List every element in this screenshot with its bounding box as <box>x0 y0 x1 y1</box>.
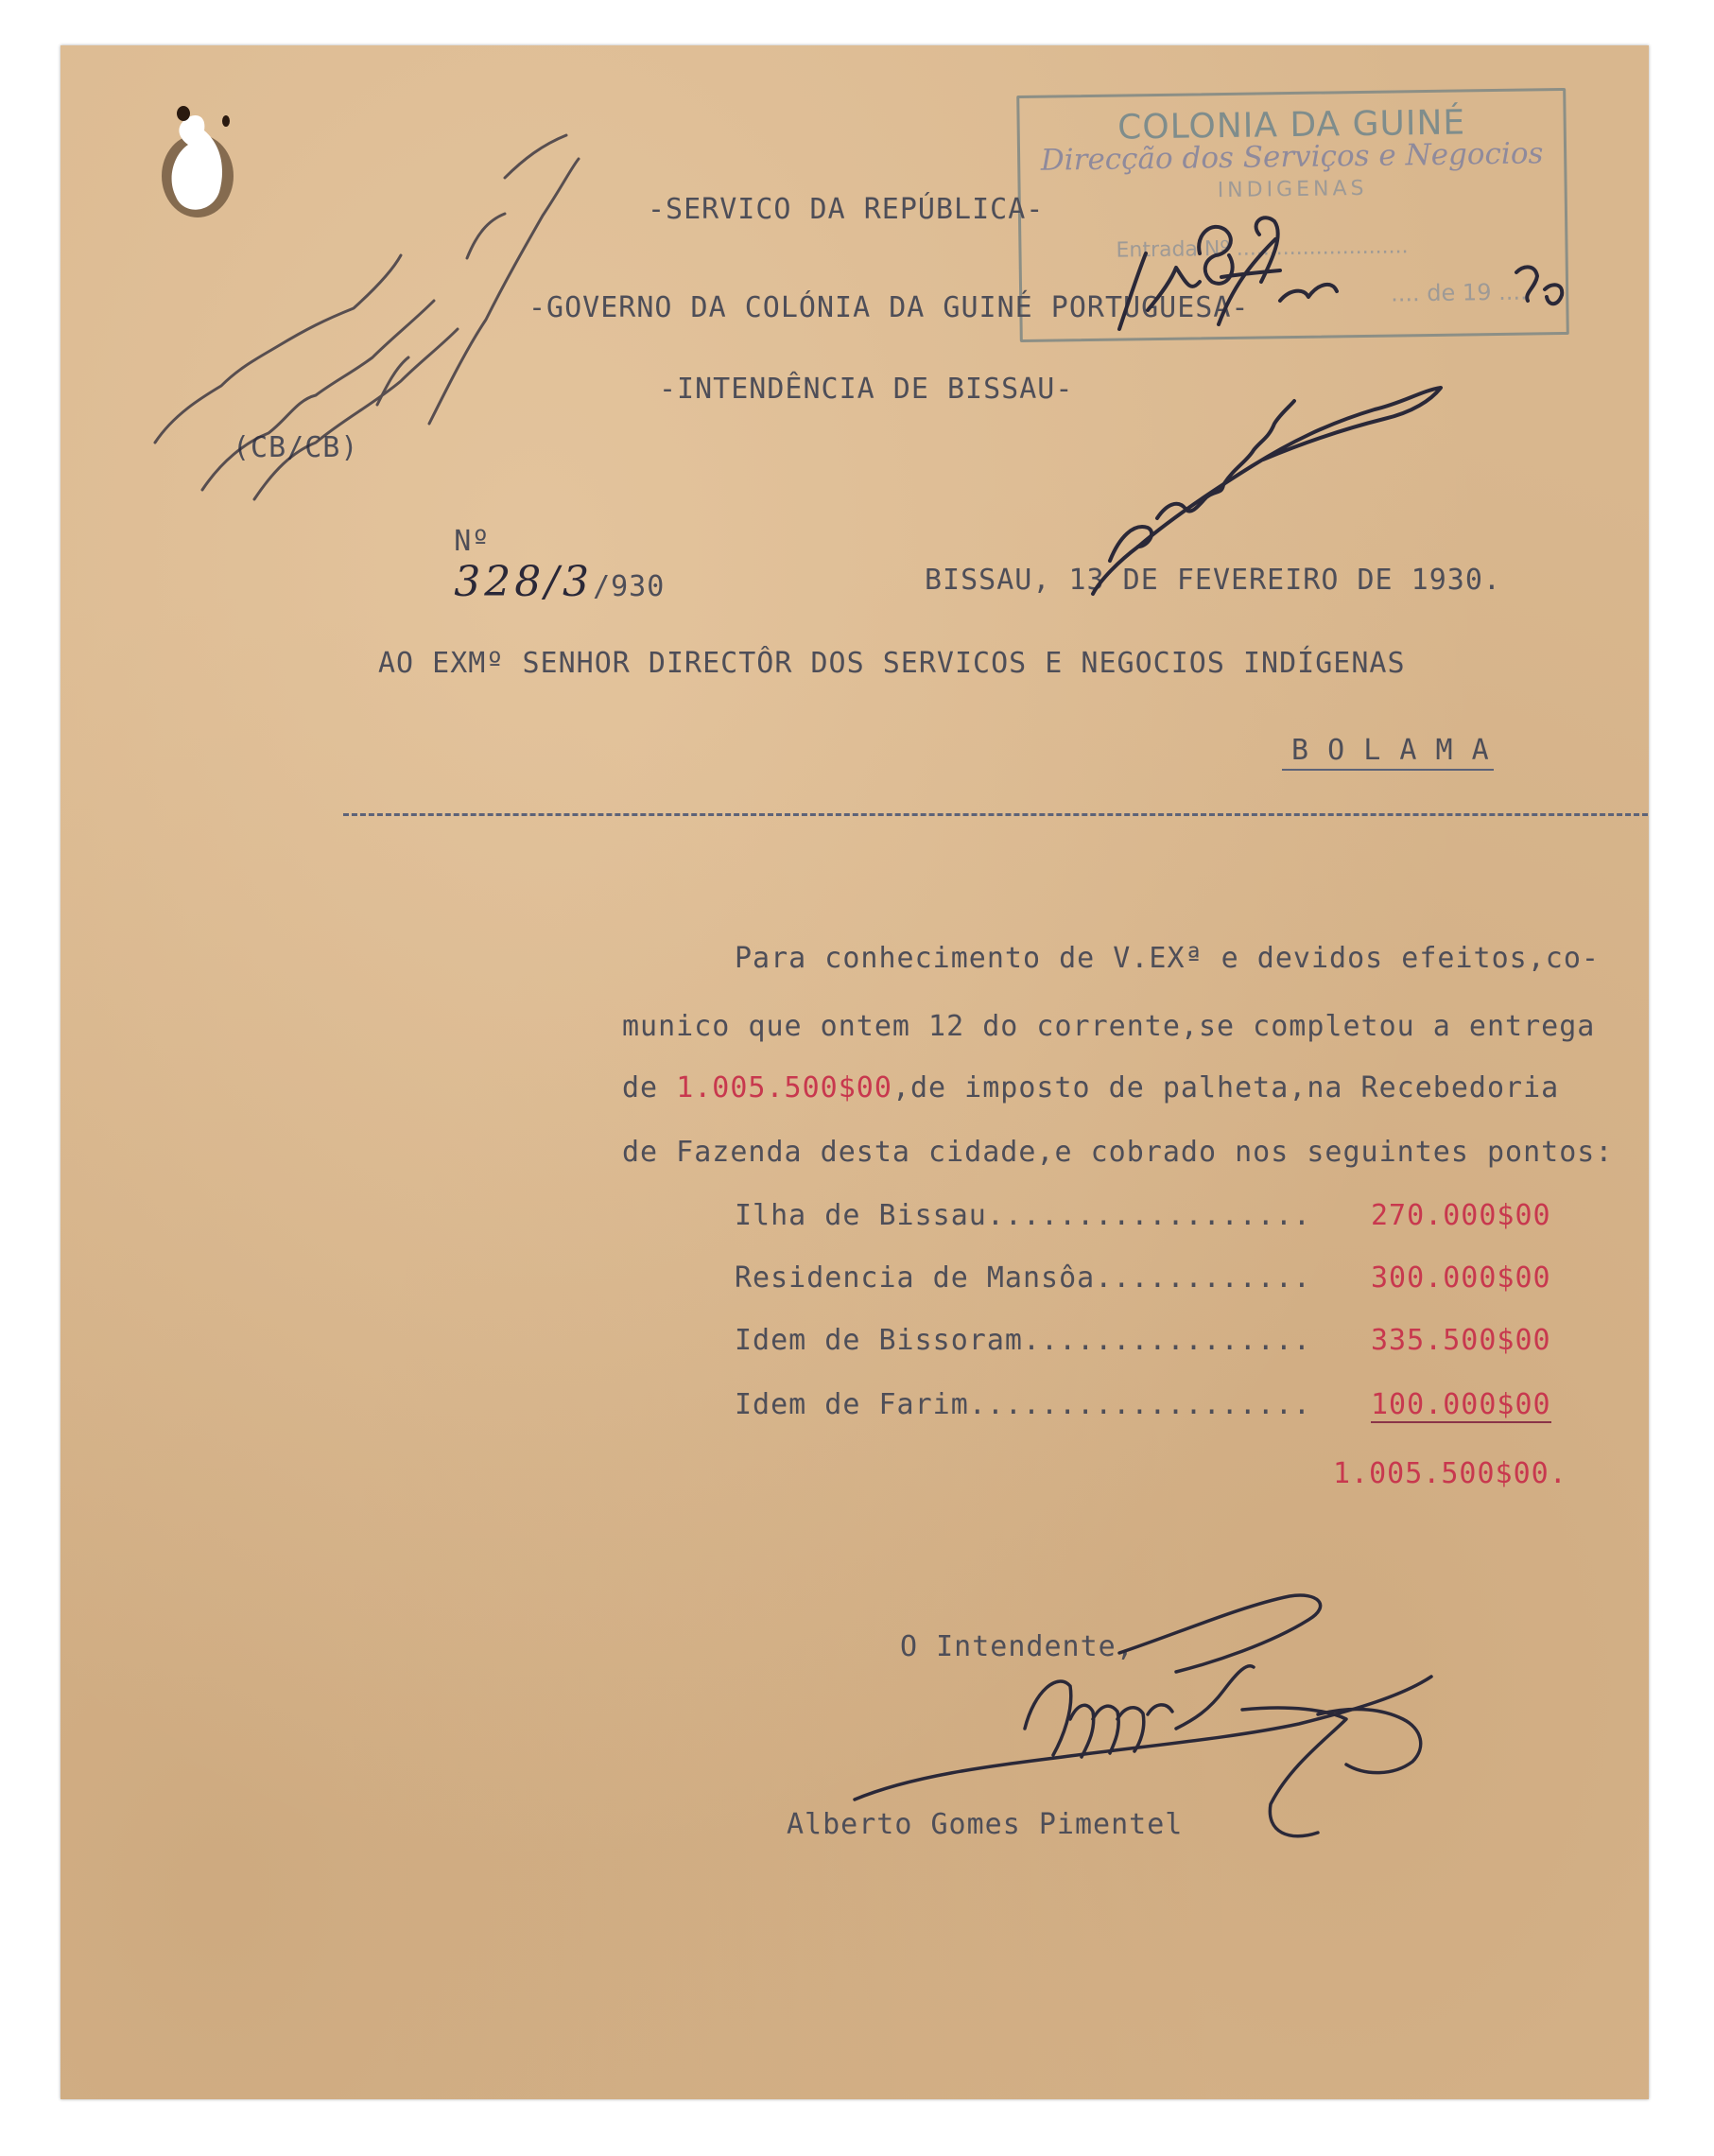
reference-number-suffix: /930 <box>593 570 666 603</box>
intendente-signature <box>855 1595 1431 1836</box>
body-line-2: munico que ontem 12 do corrente,se completou a entrega <box>622 1010 1596 1043</box>
body-line-4: de Fazenda desta cidade,e cobrado nos seguintes pontos: <box>622 1136 1614 1169</box>
header-line-1: -SERVICO DA REPÚBLICA- <box>648 193 1045 226</box>
body-line-1: Para conhecimento de V.EXª e devidos efeitos,co- <box>735 942 1600 975</box>
stamp-colony-line: COLONIA DA GUINÉ <box>1117 103 1466 148</box>
date-line: BISSAU, 13 DE FEVEREIRO DE 1930. <box>925 564 1501 597</box>
initials: (CB/CB) <box>233 431 359 464</box>
addressee-line: AO EXMº SENHOR DIRECTÔR DOS SERVICOS E NEGOCIOS INDÍGENAS <box>378 647 1406 680</box>
handwriting-layer <box>61 45 1649 2099</box>
stamp-entry-label: Entrada Nº .......................... <box>1116 235 1409 263</box>
destination: B O L A M A <box>1282 734 1494 771</box>
stamp-indigenas-line: INDIGENAS <box>1217 176 1368 203</box>
item-amount-4: 100.000$00 <box>1371 1388 1551 1421</box>
signatory-name: Alberto Gomes Pimentel <box>787 1808 1184 1841</box>
body-amount: 1.005.500$00 <box>676 1071 892 1104</box>
header-line-2: -GOVERNO DA COLÓNIA DA GUINÉ PORTUGUESA- <box>528 291 1250 324</box>
margin-note-handwriting <box>155 135 579 499</box>
stamp-date-label: .... de 19 .... <box>1390 278 1528 307</box>
total-amount: 1.005.500$00. <box>1333 1457 1567 1490</box>
upper-right-signature <box>1093 388 1441 594</box>
stamp-directorate-line: Direcção dos Serviços e Negocios <box>1040 136 1544 178</box>
body-line-3-end: ,de imposto de palheta,na Recebedoria <box>892 1071 1560 1104</box>
reference-number-handwritten: 328/3 <box>454 558 594 606</box>
item-amount-1: 270.000$00 <box>1371 1199 1551 1232</box>
closing-title: O Intendente, <box>900 1630 1134 1663</box>
item-amount-2: 300.000$00 <box>1371 1261 1551 1295</box>
item-label-4: Idem de Farim................... <box>735 1388 1311 1421</box>
stamp-handwriting <box>1119 217 1562 329</box>
item-label-2: Residencia de Mansôa............ <box>735 1261 1311 1295</box>
reference-number-prefix: Nº <box>454 525 491 558</box>
item-amount-3: 335.500$00 <box>1371 1324 1551 1357</box>
header-line-3: -INTENDÊNCIA DE BISSAU- <box>659 373 1074 406</box>
item-label-3: Idem de Bissoram................ <box>735 1324 1311 1357</box>
document-page <box>61 45 1649 2099</box>
body-line-3-start: de <box>622 1071 677 1104</box>
item-label-1: Ilha de Bissau.................. <box>735 1199 1311 1232</box>
